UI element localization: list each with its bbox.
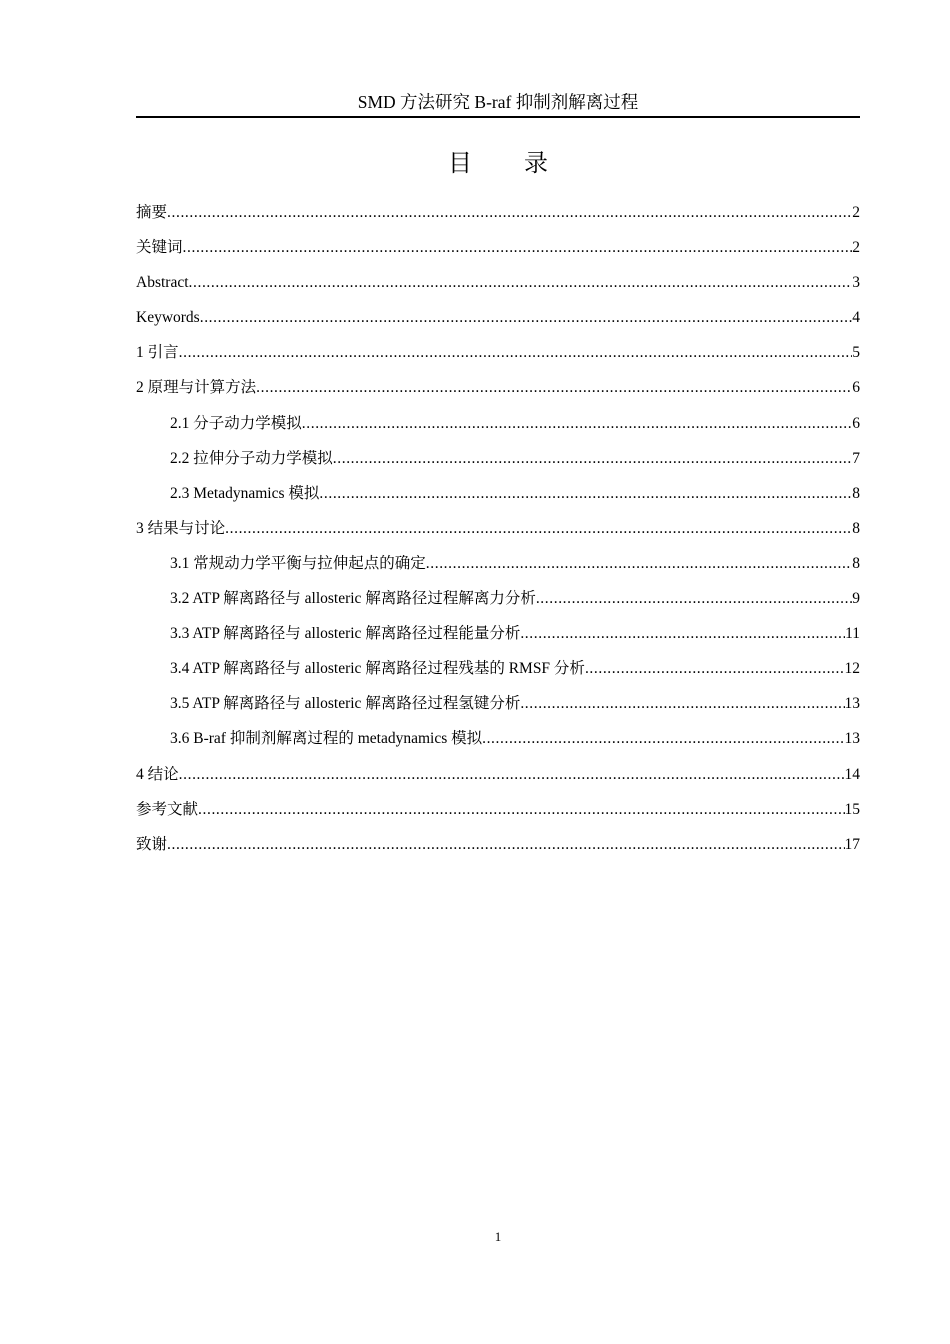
toc-entry[interactable] bbox=[136, 270, 860, 305]
toc-dot-leader bbox=[302, 411, 852, 437]
toc-dot-leader bbox=[536, 586, 852, 612]
toc-entry[interactable] bbox=[136, 762, 860, 797]
toc-entry-page: 2 bbox=[852, 239, 860, 257]
toc-title-left: 目 bbox=[448, 149, 472, 177]
toc-entry[interactable] bbox=[136, 375, 860, 410]
toc-entry-page: 11 bbox=[845, 625, 860, 643]
toc-title-right: 录 bbox=[524, 149, 548, 177]
toc-dot-leader bbox=[167, 832, 844, 858]
toc-entry-label: 3.3 ATP 解离路径与 allosteric 解离路径过程能量分析 bbox=[170, 625, 521, 643]
toc-entry[interactable] bbox=[136, 235, 860, 270]
toc-entry-label: 摘要 bbox=[136, 204, 168, 221]
toc-dot-leader bbox=[319, 481, 852, 507]
toc-entry-label: Abstract bbox=[136, 274, 189, 292]
toc-entry-page: 13 bbox=[844, 695, 860, 713]
toc-entry-label: 4 结论 bbox=[136, 765, 179, 783]
toc-entry-label: 3.6 B-raf 抑制剂解离过程的 metadynamics 模拟 bbox=[170, 730, 483, 748]
toc-entry[interactable] bbox=[136, 551, 860, 586]
toc-dot-leader bbox=[198, 797, 844, 823]
page-number: 1 bbox=[494, 1229, 502, 1244]
toc-entry-page: 9 bbox=[852, 590, 860, 608]
toc-entry-page: 15 bbox=[844, 800, 860, 818]
toc-dot-leader bbox=[520, 621, 845, 647]
toc-entry-page: 12 bbox=[844, 660, 860, 678]
toc-entry[interactable] bbox=[136, 621, 860, 656]
toc-entry-page: 6 bbox=[852, 379, 860, 397]
toc-entry-label: 2.2 拉伸分子动力学模拟 bbox=[170, 449, 333, 467]
toc-entry-page: 6 bbox=[852, 414, 860, 432]
toc-entry-page: 14 bbox=[844, 765, 860, 783]
toc-entry[interactable] bbox=[136, 726, 860, 761]
toc-dot-leader bbox=[189, 270, 853, 296]
toc-entry-label: 3 结果与讨论 bbox=[136, 519, 226, 537]
toc-entry[interactable] bbox=[136, 691, 860, 726]
toc-entry-page: 8 bbox=[852, 519, 860, 537]
toc-entry-page: 8 bbox=[852, 484, 860, 502]
toc-entry-page: 2 bbox=[852, 204, 860, 221]
toc-entry-label: 3.5 ATP 解离路径与 allosteric 解离路径过程氢键分析 bbox=[170, 695, 521, 713]
toc-list bbox=[136, 200, 860, 867]
toc-entry[interactable] bbox=[136, 200, 860, 235]
toc-entry-label: 2 原理与计算方法 bbox=[136, 379, 257, 397]
toc-entry-label: 3.2 ATP 解离路径与 allosteric 解离路径过程解离力分析 bbox=[170, 590, 536, 608]
toc-dot-leader bbox=[179, 340, 853, 366]
toc-dot-leader bbox=[520, 691, 844, 717]
toc-entry-page: 3 bbox=[852, 274, 860, 292]
toc-dot-leader bbox=[167, 200, 852, 226]
toc-entry[interactable] bbox=[136, 797, 860, 832]
toc-entry-label: 2.3 Metadynamics 模拟 bbox=[170, 484, 320, 502]
toc-entry[interactable] bbox=[136, 481, 860, 516]
toc-entry-page: 7 bbox=[852, 449, 860, 467]
toc-dot-leader bbox=[225, 516, 852, 542]
toc-dot-leader bbox=[585, 656, 845, 682]
toc-entry-page: 8 bbox=[852, 554, 860, 572]
toc-entry[interactable] bbox=[136, 586, 860, 621]
toc-dot-leader bbox=[200, 305, 853, 331]
toc-entry-label: 致谢 bbox=[136, 835, 168, 853]
toc-entry[interactable] bbox=[136, 832, 860, 867]
running-header-title: SMD 方法研究 B-raf 抑制剂解离过程 bbox=[357, 92, 639, 112]
toc-dot-leader bbox=[179, 762, 845, 788]
toc-entry[interactable] bbox=[136, 446, 860, 481]
toc-entry-page: 17 bbox=[844, 835, 860, 853]
toc-entry[interactable] bbox=[136, 516, 860, 551]
toc-entry[interactable] bbox=[136, 411, 860, 446]
toc-entry-label: 3.1 常规动力学平衡与拉伸起点的确定 bbox=[170, 554, 426, 572]
toc-entry-label: Keywords bbox=[136, 309, 200, 327]
toc-entry-label: 3.4 ATP 解离路径与 allosteric 解离路径过程残基的 RMSF 分析 bbox=[170, 660, 585, 678]
toc-entry[interactable] bbox=[136, 340, 860, 375]
toc-dot-leader bbox=[482, 726, 844, 752]
running-header bbox=[136, 90, 860, 118]
toc-entry-label: 关键词 bbox=[136, 239, 183, 257]
toc-entry[interactable] bbox=[136, 656, 860, 691]
toc-entry-page: 13 bbox=[844, 730, 860, 748]
toc-title bbox=[136, 146, 860, 180]
toc-entry-label: 2.1 分子动力学模拟 bbox=[170, 414, 302, 432]
toc-entry-label: 1 引言 bbox=[136, 344, 179, 362]
toc-entry-page: 5 bbox=[852, 344, 860, 362]
toc-dot-leader bbox=[333, 446, 852, 472]
toc-entry-page: 4 bbox=[852, 309, 860, 327]
toc-entry-label: 参考文献 bbox=[136, 800, 199, 818]
toc-dot-leader bbox=[426, 551, 852, 577]
toc-dot-leader bbox=[256, 375, 852, 401]
toc-dot-leader bbox=[183, 235, 853, 261]
toc-entry[interactable] bbox=[136, 305, 860, 340]
